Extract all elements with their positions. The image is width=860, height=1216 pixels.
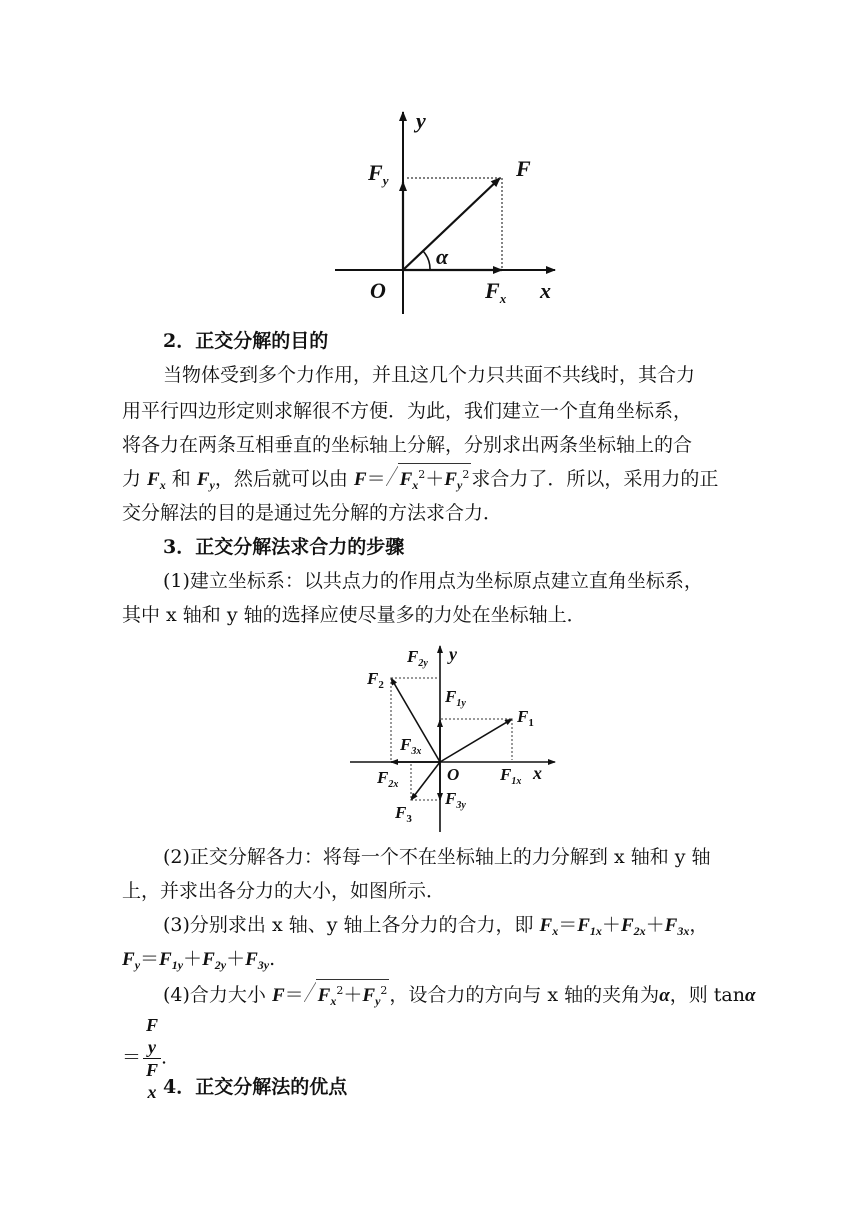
force-F3-arrow: [411, 762, 440, 800]
axis-label-y: y: [416, 108, 426, 133]
section-2-paragraph-line-2: 用平行四边形定则求解很不方便．为此，我们建立一个直角坐标系，: [122, 400, 693, 422]
label-F3: $F_3$: [395, 803, 412, 825]
section-2-heading: 2．正交分解的目的: [163, 330, 329, 352]
force-decomposition-diagram: [330, 104, 570, 324]
section-3-heading: 3．正交分解法求合力的步骤: [163, 536, 405, 558]
section-2-paragraph-line-5: 交分解法的目的是通过先分解的方法求合力．: [122, 502, 503, 524]
step-4-line-2: ＝ F y F x .: [122, 1015, 168, 1102]
force-F-arrow: [403, 178, 500, 270]
step-2-line-1: (2)正交分解各力：将每一个不在坐标轴上的力分解到 x 轴和 y 轴: [163, 846, 711, 868]
step-4-line-1: (4)合力大小 $F= F_x^2+F_y^2$ ，设合力的方向与 x 轴的夹角为α，则 tanα: [163, 978, 783, 1013]
label-F1x: $F_{1x}$: [500, 765, 522, 787]
label-F2: $F_2$: [367, 669, 384, 691]
force-F1-arrow: [440, 719, 512, 762]
section-2-paragraph-line-3: 将各力在两条互相垂直的坐标轴上分解，分别求出两条坐标轴上的合: [122, 434, 693, 456]
label-F2y: $F_{2y}$: [407, 647, 428, 669]
label-F3x: $F_{3x}$: [400, 735, 422, 757]
step-3-line-1: (3)分别求出 x 轴、y 轴上各分力的合力，即 $F_x=F_{1x}+F_{2x}+F_{3x}$，: [163, 914, 709, 938]
origin-label: O: [370, 278, 386, 303]
angle-arc: [423, 251, 430, 270]
axis-label-x: x: [540, 278, 551, 303]
step-1-line-1: (1)建立坐标系：以共点力的作用点为坐标原点建立直角坐标系，: [163, 570, 703, 592]
force-label-F: F: [516, 156, 531, 181]
step-1-line-2: 其中 x 轴和 y 轴的选择应使尽量多的力处在坐标轴上．: [122, 604, 586, 626]
sqrt-formula: $F_x^2+F_y^2$: [398, 463, 472, 496]
tan-fraction: F y F x: [143, 1014, 161, 1103]
axis-label-y: y: [449, 644, 457, 664]
label-F1y: $F_{1y}$: [445, 687, 466, 709]
label-F2x: $F_{2x}$: [377, 768, 399, 790]
step-2-line-2: 上，并求出各分力的大小，如图所示．: [122, 880, 446, 902]
label-F3y: $F_{3y}$: [445, 789, 466, 811]
axis-label-x: x: [533, 763, 542, 783]
label-Fx: $F_x$: [485, 278, 507, 306]
section-2-paragraph-line-4: 力 $F_x$ 和 $F_y$，然后就可以由 $F= F_x^2+F_y^2$ 求合力了．所以，采用力的正: [122, 462, 742, 502]
section-4-heading: 4．正交分解法的优点: [163, 1076, 348, 1098]
origin-label: O: [447, 765, 460, 784]
label-Fy: $F_y$: [368, 160, 389, 188]
section-2-paragraph-line-1: 当物体受到多个力作用，并且这几个力只共面不共线时，其合力: [163, 364, 696, 386]
step-3-line-2: $F_y=F_{1y}+F_{2y}+F_{3y}$.: [122, 948, 276, 972]
multi-force-decomposition-diagram: [345, 640, 565, 840]
label-F1: $F_1$: [517, 707, 534, 729]
angle-label-alpha: α: [436, 244, 449, 269]
